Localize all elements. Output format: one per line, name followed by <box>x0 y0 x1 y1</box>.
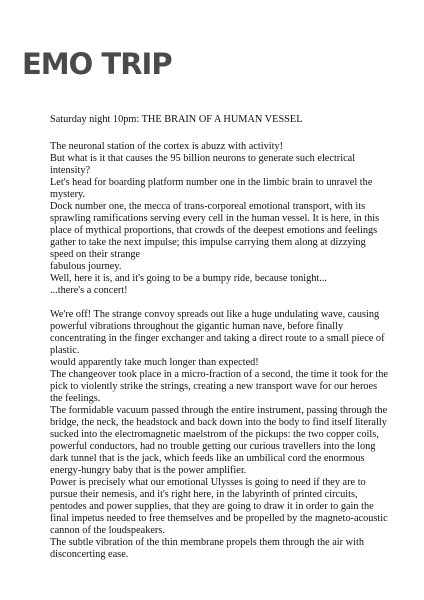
paragraph: But what is it that causes the 95 billion neurons to generate such electrical intensity? <box>50 153 356 176</box>
paragraph: We're off! The strange convoy spreads out like a huge undulating wave, causing powerful vibrations throughout the gigantic human nave, before finally concentrating in the finger exchanger and taking a direct route to a small piece of plastic. <box>50 309 385 356</box>
paragraph: Well, here it is, and it's going to be a bumpy ride, because tonight... <box>50 273 327 284</box>
paragraph: The formidable vacuum passed through the entire instrument, passing through the bridge, the neck, the headstock and back down into the body to find itself literally sucked into the electromagnetic maelstrom of the pickups: the two copper coils, powerful conductors, had no trouble getting our curious travellers into the long dark tunnel that is the jack, which feeds like an umbilical cord the enormous energy-hungry baby that is the power amplifier. <box>50 405 388 476</box>
paragraph: fabulous journey. <box>50 261 122 272</box>
paragraph: ...there's a concert! <box>50 285 128 296</box>
paragraph: Power is precisely what our emotional Ulysses is going to need if they are to pursue their nemesis, and it's right here, in the labyrinth of printed circuits, pentodes and power supplies, that they are going to draw it in order to gain the final impetus needed to free themselves and be propelled by the magneto-acoustic cannon of the loudspeakers. <box>50 477 388 536</box>
document-subtitle: Saturday night 10pm: THE BRAIN OF A HUMAN VESSEL <box>50 114 303 125</box>
paragraph: would apparently take much longer than expected! <box>50 357 259 368</box>
document-title: EMO TRIP <box>22 47 172 81</box>
paragraph: The neuronal station of the cortex is abuzz with activity! <box>50 141 284 152</box>
paragraph: Let's head for boarding platform number one in the limbic brain to unravel the mystery. <box>50 177 373 200</box>
document-body <box>50 141 390 561</box>
paragraph: Dock number one, the mecca of trans-corporeal emotional transport, with its sprawling ramifications serving every cell in the human vessel. It is here, in this place of mythical proportions, that crowds of the deepest emotions and feelings gather to take the next impulse; this impulse carrying them along at dizzying speed on their strange <box>50 201 380 260</box>
paragraph: The subtle vibration of the thin membrane propels them through the air with disconcerting ease. <box>50 537 364 560</box>
paragraph: The changeover took place in a micro-fraction of a second, the time it took for the pick to violently strike the strings, creating a new transport wave for our heroes the feelings. <box>50 369 388 404</box>
